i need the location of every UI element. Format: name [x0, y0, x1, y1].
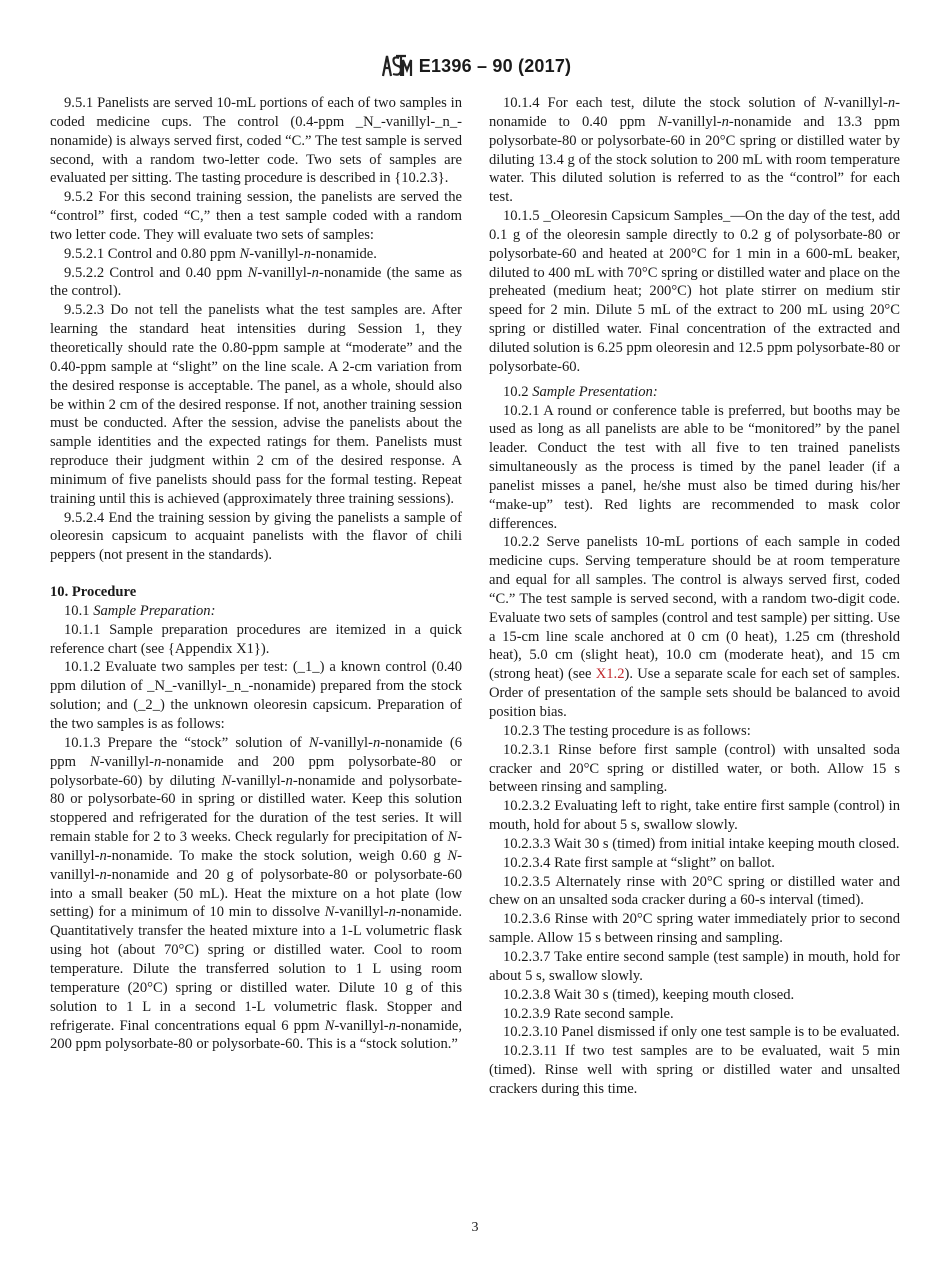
italic-text: N: [239, 245, 250, 262]
paragraph: 10.1.3 Prepare the “stock” solution of N-vanillyl-n-nonamide (6 ppm N-vanillyl-n-nonamide and 200 ppm polysorbate-80 or polysorbate-60) by diluting N-vanillyl-n-nonamide and polysorbate-80 or polysorbate-60 in spring or distilled water. Keep this solution stoppered and refrigerated for the duration of the test series. It will remain stable for 2 to 3 weeks. Check regularly for precipitation of N-vanillyl-n-nonamide. To make the stock solution, weigh 0.60 g N-vanillyl-n-nonamide and 20 g of polysorbate-80 or polysorbate-60 into a small beaker (50 mL). Heat the mixture on a hot plate (low setting) for a minimum of 10 min to dissolve N-vanillyl-n-nonamide. Quantitatively transfer the heated mixture into a 1-L volumetric flask using hot (about 70°C) spring or distilled water. Cool to room temperature. Dilute the transferred solution to 1 L using room temperature (20°C) spring or distilled water. Dilute 10 g of this solution to 1 L in a second 1-L volumetric flask. Stopper and refrigerate. Final concentrations equal 6 ppm N-vanillyl-n-nonamide, 200 ppm polysorbate-80 or polysorbate-60. This is a “stock solution.”: [50, 734, 463, 1053]
italic-text: n: [388, 1017, 396, 1034]
italic-text: N: [89, 753, 100, 770]
paragraph: 10.2.2 Serve panelists 10-mL portions of each sample in coded medicine cups. Serving temperature should be at room temperature and equal for all samples. The control is always served first, coded “C.” The test sample is served second, with a random two-digit code. Evaluate two sets of samples (control and test sample) per sitting. Use a 15-cm line scale anchored at 0 cm (0 heat), 1.25 cm (threshold heat), 5.0 cm (slight heat), 10.0 cm (moderate heat), and 15 cm (strong heat) (see X1.2). Use a separate scale for each set of samples. Order of presentation of the sample sets should be balanced to avoid position bias.: [489, 534, 901, 720]
paragraph: 10.2.1 A round or conference table is preferred, but booths may be used as long as all panelists are able to be “monitored” by the panel leader. Conduct the test with all five to ten trained panelists simultaneously as the process is timed by the panel leader (if a panelist misses a panel, he/she must also be timed during his/her “make-up” test). Red lights are recommended to mask color differences.: [489, 402, 900, 532]
italic-text: N: [221, 772, 232, 789]
italic-text: Sample Presentation:: [532, 383, 658, 400]
paragraph: 10.1.2 Evaluate two samples per test: (_1_) a known control (0.40 ppm dilution of _N_-vanillyl-_n_-nonamide) prepared from the stock solution; and (_2_) the unknown oleoresin capsicum. Preparation of the two samples is as follows:: [50, 659, 462, 732]
paragraph: 9.5.1 Panelists are served 10-mL portions of each of two samples in coded medicine cups. The control (0.4-ppm _N_-vanillyl-_n_-nonamide) is always served first, coded “C.” The test sample is served second, with a random two-letter code. Two sets of samples are evaluated per sitting. The tasting procedure is described in {10.2.3}.: [50, 95, 462, 187]
italic-text: N: [308, 734, 319, 751]
paragraph: 10.2.3.5 Alternately rinse with 20°C spring or distilled water and chew on an unsalted soda cracker during a 60-s interval (timed).: [489, 873, 900, 909]
page-header: [0, 52, 950, 80]
cross-reference-link[interactable]: X1.2: [595, 666, 625, 683]
paragraph: 9.5.2.2 Control and 0.40 ppm N-vanillyl-n-nonamide (the same as the control).: [50, 264, 463, 300]
italic-text: n: [311, 264, 319, 281]
paragraph: 10.1.5 _Oleoresin Capsicum Samples_—On the day of the test, add 0.1 g of the oleoresin sample directly to 0.2 g of polysorbate-80 or polysorbate-60 and heated at 200°C for 1 min in a 600-mL beaker, diluted to 400 mL with 70°C spring or distilled water and place on the preheated (medium heat; 200°C) hot plate stirrer on medium stir speed for 2 min. Dilute 5 mL of the extract to 200 mL using 20°C spring or distilled water. Final concentration of the extracted and diluted solution is 6.25 ppm oleoresin and 12.5 ppm polysorbate-80 or polysorbate-60.: [489, 208, 901, 375]
paragraph: 10.2.3.6 Rinse with 20°C spring water immediately prior to second sample. Allow 15 s between rinsing and sampling.: [489, 911, 900, 947]
paragraph: 10.2.3.10 Panel dismissed if only one test sample is to be evaluated.: [503, 1024, 900, 1041]
paragraph: 10.2.3.2 Evaluating left to right, take entire first sample (control) in mouth, hold for about 5 s, swallow slowly.: [489, 798, 900, 834]
italic-text: n: [285, 772, 293, 789]
italic-text: N: [324, 1017, 335, 1034]
italic-text: n: [887, 95, 896, 111]
paragraph: 10.2.3.8 Wait 30 s (timed), keeping mouth closed.: [503, 986, 795, 1003]
paragraph: 10.1.1 Sample preparation procedures are itemized in a quick reference chart (see {Appendix X1}).: [50, 621, 462, 657]
paragraph: 9.5.2.4 End the training session by giving the panelists a sample of oleoresin capsicum to acquaint panelists with the flavor of chili peppers (not present in the standards).: [50, 509, 462, 564]
italic-text: N: [247, 264, 258, 281]
italic-text: n: [99, 866, 107, 883]
italic-text: N: [324, 904, 335, 921]
paragraph: 9.5.2.1 Control and 0.80 ppm N-vanillyl-n-nonamide.: [64, 245, 377, 262]
paragraph: 9.5.2.3 Do not tell the panelists what the test samples are. After learning the standard heat intensities during Session 1, they theoretically should rate the 0.80-ppm sample at “moderate” and the 0.40-ppm sample at “slight” on the line scale. A 2-cm variation from the desired response is acceptable. The panel, as a whole, should also be within 2 cm of the desired response. If not, another training session must be conducted. After the session, advise the panelists about the sample identities and the expected ratings for them. Panelists must reproduce their judgment within 2 cm of the desired response. A minimum of five panelists should pass for the formal testing. Repeat training until this is achieved (approximately three training sessions).: [50, 302, 462, 507]
italic-text: Sample Preparation:: [93, 602, 216, 619]
italic-text: n: [303, 245, 311, 262]
paragraph: 10.2.3.4 Rate first sample at “slight” on ballot.: [503, 854, 775, 871]
paragraph: 9.5.2 For this second training session, the panelists are served the “control” first, coded “C,” then a test sample coded with a random two letter code. They will evaluate two sets of samples:: [50, 189, 462, 243]
italic-text: N: [447, 847, 458, 864]
italic-text: n: [372, 734, 381, 751]
document-designation: E1396 – 90 (2017): [418, 55, 572, 76]
right-column: [489, 94, 900, 1099]
paragraph: 10.2.3.7 Take entire second sample (test sample) in mouth, hold for about 5 s, swallow slowly.: [489, 948, 900, 984]
left-column: [50, 94, 462, 1054]
page-number: 3: [471, 1220, 479, 1235]
italic-text: n: [388, 904, 396, 921]
italic-text: N: [657, 113, 668, 130]
italic-text: N: [823, 95, 834, 111]
italic-text: N: [447, 829, 458, 846]
paragraph: 10.2.3.1 Rinse before first sample (control) with unsalted soda cracker and 20°C spring or distilled water, or both. Allow 15 s between rinsing and sampling.: [489, 741, 900, 796]
paragraph: 10.2 Sample Presentation:: [503, 383, 658, 400]
paragraph: 10.2.3.9 Rate second sample.: [503, 1005, 674, 1022]
paragraph: 10.2.3 The testing procedure is as follows:: [503, 722, 751, 739]
paragraph: 10.2.3.3 Wait 30 s (timed) from initial intake keeping mouth closed.: [503, 835, 900, 852]
section-heading: 10. Procedure: [50, 584, 137, 601]
paragraph: 10.1 Sample Preparation:: [64, 602, 216, 619]
paragraph: 10.1.4 For each test, dilute the stock solution of N-vanillyl-n-nonamide to 0.40 ppm N-vanillyl-n-nonamide and 13.3 ppm polysorbate-80 or polysorbate-60 in 20°C spring or distilled water by diluting 13.4 g of the stock solution to 200 mL with room temperature water. This diluted solution is referred to as the “control” for each test.: [489, 95, 900, 206]
italic-text: n: [153, 753, 162, 770]
astm-logo-icon: [379, 52, 413, 80]
paragraph: 10.2.3.11 If two test samples are to be evaluated, wait 5 min (timed). Rinse well with spring or distilled water and unsalted crackers during this time.: [489, 1043, 900, 1097]
italic-text: n: [721, 113, 729, 130]
italic-text: n: [99, 847, 107, 864]
